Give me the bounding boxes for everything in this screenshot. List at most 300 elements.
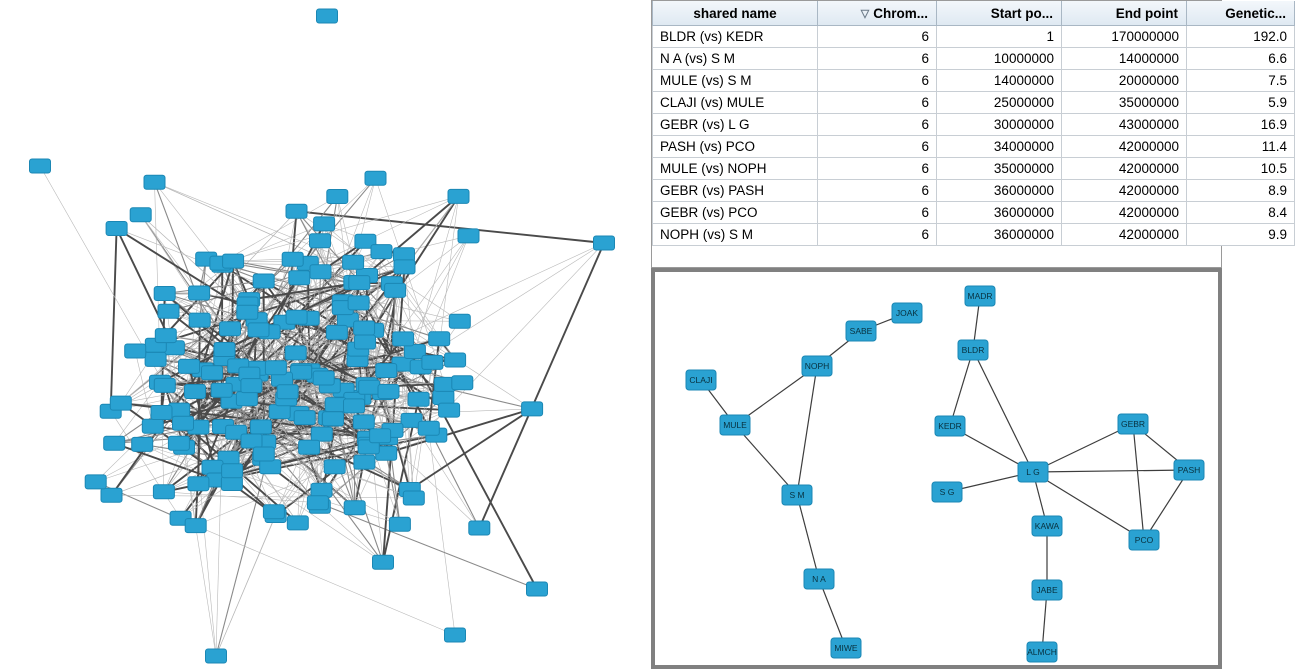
- main-network-node[interactable]: [132, 437, 153, 451]
- main-network-node[interactable]: [221, 477, 242, 491]
- main-network-node[interactable]: [206, 649, 227, 663]
- main-network-node[interactable]: [222, 464, 243, 478]
- node-shape[interactable]: [241, 434, 262, 448]
- main-network-node[interactable]: [253, 274, 274, 288]
- node-shape[interactable]: [371, 245, 392, 259]
- node-shape[interactable]: [145, 352, 166, 366]
- node-shape[interactable]: [151, 406, 172, 420]
- node-shape[interactable]: [393, 332, 414, 346]
- node-shape[interactable]: [101, 488, 122, 502]
- main-network-node[interactable]: [376, 364, 397, 378]
- node-shape[interactable]: [189, 286, 210, 300]
- cell-chromosome[interactable]: 6: [818, 48, 937, 70]
- main-network-node[interactable]: [151, 406, 172, 420]
- main-network-node[interactable]: [211, 383, 232, 397]
- table-row[interactable]: [653, 180, 1295, 202]
- main-network-node[interactable]: [253, 447, 274, 461]
- main-network-node[interactable]: [188, 477, 209, 491]
- node-shape[interactable]: [263, 505, 284, 519]
- main-network-edge[interactable]: [479, 243, 604, 528]
- main-network-nodes[interactable]: [30, 9, 615, 663]
- cell-start-point[interactable]: 30000000: [937, 114, 1062, 136]
- sub-network-node[interactable]: [1118, 414, 1148, 434]
- node-shape[interactable]: [202, 366, 223, 380]
- node-shape[interactable]: [179, 359, 200, 373]
- node-shape[interactable]: [287, 516, 308, 530]
- main-network-node[interactable]: [371, 245, 392, 259]
- node-shape[interactable]: [158, 304, 179, 318]
- main-network-node[interactable]: [287, 516, 308, 530]
- main-network-node[interactable]: [422, 355, 443, 369]
- main-network-node[interactable]: [291, 365, 312, 379]
- node-shape[interactable]: [344, 399, 365, 413]
- cell-start-point[interactable]: 36000000: [937, 180, 1062, 202]
- main-network-node[interactable]: [130, 208, 151, 222]
- main-network-node[interactable]: [343, 255, 364, 269]
- sub-network-node[interactable]: [932, 482, 962, 502]
- cell-chromosome[interactable]: 6: [818, 136, 937, 158]
- cell-shared-name[interactable]: BLDR (vs) KEDR: [653, 26, 818, 48]
- main-network-node[interactable]: [344, 399, 365, 413]
- main-network-node[interactable]: [313, 371, 334, 385]
- node-shape[interactable]: [394, 260, 415, 274]
- main-network-edge[interactable]: [429, 428, 480, 528]
- node-shape[interactable]: [344, 501, 365, 515]
- node-shape[interactable]: [327, 190, 348, 204]
- node-shape[interactable]: [153, 485, 174, 499]
- main-network-node[interactable]: [594, 236, 615, 250]
- node-shape[interactable]: [311, 427, 332, 441]
- main-network-node[interactable]: [299, 440, 320, 454]
- main-network-node[interactable]: [469, 521, 490, 535]
- main-network-node[interactable]: [403, 491, 424, 505]
- main-network-node[interactable]: [307, 496, 328, 510]
- main-network-node[interactable]: [153, 485, 174, 499]
- cell-genetic[interactable]: 6.6: [1187, 48, 1295, 70]
- node-shape[interactable]: [253, 447, 274, 461]
- node-shape[interactable]: [130, 208, 151, 222]
- node-shape[interactable]: [445, 628, 466, 642]
- main-network-node[interactable]: [85, 475, 106, 489]
- main-network-node[interactable]: [223, 254, 244, 268]
- table-row[interactable]: [653, 114, 1295, 136]
- cell-end-point[interactable]: 43000000: [1062, 114, 1187, 136]
- node-shape[interactable]: [378, 385, 399, 399]
- node-shape[interactable]: [310, 234, 331, 248]
- main-network-node[interactable]: [185, 519, 206, 533]
- main-network-node[interactable]: [378, 385, 399, 399]
- sub-network-node[interactable]: [1032, 580, 1062, 600]
- cell-start-point[interactable]: 10000000: [937, 48, 1062, 70]
- cell-chromosome[interactable]: 6: [818, 26, 937, 48]
- sub-network-edge[interactable]: [1133, 424, 1144, 540]
- sub-network-edge[interactable]: [1033, 470, 1189, 472]
- main-network-node[interactable]: [289, 271, 310, 285]
- column-header-chromosome[interactable]: [818, 1, 937, 26]
- cell-end-point[interactable]: 42000000: [1062, 224, 1187, 246]
- node-shape[interactable]: [370, 429, 391, 443]
- main-network-node[interactable]: [220, 322, 241, 336]
- main-network-node[interactable]: [250, 420, 271, 434]
- node-shape[interactable]: [343, 255, 364, 269]
- cell-end-point[interactable]: 14000000: [1062, 48, 1187, 70]
- cell-end-point[interactable]: 170000000: [1062, 26, 1187, 48]
- node-shape[interactable]: [260, 460, 281, 474]
- node-shape[interactable]: [433, 391, 454, 405]
- main-network-node[interactable]: [373, 555, 394, 569]
- sub-network-canvas[interactable]: [655, 272, 1218, 665]
- main-network-node[interactable]: [310, 265, 331, 279]
- main-network-node[interactable]: [355, 335, 376, 349]
- main-network-node[interactable]: [314, 217, 335, 231]
- sub-network-node[interactable]: [1027, 642, 1057, 662]
- main-network-node[interactable]: [311, 483, 332, 497]
- main-network-node[interactable]: [158, 304, 179, 318]
- main-network-node[interactable]: [236, 392, 257, 406]
- main-network-canvas[interactable]: [0, 0, 645, 669]
- node-shape[interactable]: [291, 365, 312, 379]
- node-shape[interactable]: [403, 491, 424, 505]
- cell-chromosome[interactable]: 6: [818, 92, 937, 114]
- node-shape[interactable]: [236, 392, 257, 406]
- cell-shared-name[interactable]: MULE (vs) S M: [653, 70, 818, 92]
- sub-network-edge[interactable]: [797, 366, 817, 495]
- node-shape[interactable]: [211, 383, 232, 397]
- cell-end-point[interactable]: 42000000: [1062, 180, 1187, 202]
- main-network-node[interactable]: [104, 436, 125, 450]
- node-shape[interactable]: [202, 460, 223, 474]
- sub-network-edge[interactable]: [797, 495, 819, 579]
- main-network-node[interactable]: [317, 9, 338, 23]
- cell-end-point[interactable]: 42000000: [1062, 202, 1187, 224]
- main-network-node[interactable]: [394, 260, 415, 274]
- sub-network-nodes[interactable]: [686, 286, 1204, 662]
- cell-start-point[interactable]: 36000000: [937, 202, 1062, 224]
- table-row[interactable]: [653, 202, 1295, 224]
- node-shape[interactable]: [527, 582, 548, 596]
- main-network-node[interactable]: [286, 204, 307, 218]
- main-network-node[interactable]: [326, 325, 347, 339]
- main-network-node[interactable]: [448, 189, 469, 203]
- main-network-node[interactable]: [154, 378, 175, 392]
- node-shape[interactable]: [348, 296, 369, 310]
- cell-genetic[interactable]: 5.9: [1187, 92, 1295, 114]
- node-shape[interactable]: [429, 332, 450, 346]
- node-shape[interactable]: [418, 421, 439, 435]
- node-shape[interactable]: [324, 460, 345, 474]
- cell-genetic[interactable]: 192.0: [1187, 26, 1295, 48]
- node-shape[interactable]: [30, 159, 51, 173]
- main-network-node[interactable]: [189, 286, 210, 300]
- cell-shared-name[interactable]: GEBR (vs) PCO: [653, 202, 818, 224]
- cell-chromosome[interactable]: 6: [818, 202, 937, 224]
- node-shape[interactable]: [307, 496, 328, 510]
- main-network-node[interactable]: [327, 190, 348, 204]
- node-shape[interactable]: [317, 9, 338, 23]
- cell-shared-name[interactable]: GEBR (vs) L G: [653, 114, 818, 136]
- main-network-node[interactable]: [202, 460, 223, 474]
- main-network-node[interactable]: [155, 329, 176, 343]
- node-shape[interactable]: [154, 287, 175, 301]
- cell-shared-name[interactable]: GEBR (vs) PASH: [653, 180, 818, 202]
- node-shape[interactable]: [223, 254, 244, 268]
- main-network-node[interactable]: [393, 332, 414, 346]
- main-network-node[interactable]: [237, 305, 258, 319]
- node-shape[interactable]: [206, 649, 227, 663]
- sub-network-node[interactable]: [892, 303, 922, 323]
- main-network-node[interactable]: [311, 427, 332, 441]
- main-network-node[interactable]: [30, 159, 51, 173]
- main-network-node[interactable]: [353, 415, 374, 429]
- main-network-edge[interactable]: [318, 503, 537, 589]
- node-shape[interactable]: [448, 189, 469, 203]
- cell-start-point[interactable]: 34000000: [937, 136, 1062, 158]
- sub-network-node[interactable]: [1032, 516, 1062, 536]
- node-shape[interactable]: [248, 323, 269, 337]
- node-shape[interactable]: [389, 517, 410, 531]
- main-network-node[interactable]: [173, 416, 194, 430]
- main-network-node[interactable]: [282, 252, 303, 266]
- cell-chromosome[interactable]: 6: [818, 180, 937, 202]
- main-network-node[interactable]: [263, 505, 284, 519]
- cell-chromosome[interactable]: 6: [818, 224, 937, 246]
- main-network-node[interactable]: [189, 313, 210, 327]
- sub-network-edge[interactable]: [973, 350, 1033, 472]
- node-shape[interactable]: [458, 229, 479, 243]
- cell-genetic[interactable]: 9.9: [1187, 224, 1295, 246]
- node-shape[interactable]: [289, 271, 310, 285]
- main-network-node[interactable]: [385, 283, 406, 297]
- node-shape[interactable]: [594, 236, 615, 250]
- node-shape[interactable]: [452, 376, 473, 390]
- cell-chromosome[interactable]: 6: [818, 158, 937, 180]
- main-network-node[interactable]: [110, 396, 131, 410]
- main-network-node[interactable]: [452, 376, 473, 390]
- cell-shared-name[interactable]: PASH (vs) PCO: [653, 136, 818, 158]
- main-network-node[interactable]: [241, 379, 262, 393]
- node-shape[interactable]: [439, 403, 460, 417]
- main-network-node[interactable]: [125, 344, 146, 358]
- node-shape[interactable]: [168, 436, 189, 450]
- main-network-node[interactable]: [144, 175, 165, 189]
- node-shape[interactable]: [222, 464, 243, 478]
- node-shape[interactable]: [104, 436, 125, 450]
- main-network-view[interactable]: [0, 0, 645, 669]
- node-shape[interactable]: [469, 521, 490, 535]
- main-network-node[interactable]: [522, 402, 543, 416]
- node-shape[interactable]: [286, 310, 307, 324]
- main-network-edge[interactable]: [196, 526, 455, 635]
- main-network-node[interactable]: [433, 391, 454, 405]
- node-shape[interactable]: [250, 420, 271, 434]
- main-network-node[interactable]: [418, 421, 439, 435]
- table-body[interactable]: [653, 26, 1295, 246]
- main-network-node[interactable]: [365, 171, 386, 185]
- main-network-node[interactable]: [269, 405, 290, 419]
- node-shape[interactable]: [154, 378, 175, 392]
- main-network-node[interactable]: [294, 411, 315, 425]
- cell-genetic[interactable]: 8.9: [1187, 180, 1295, 202]
- main-network-node[interactable]: [445, 628, 466, 642]
- sub-network-node[interactable]: [958, 340, 988, 360]
- cell-shared-name[interactable]: MULE (vs) NOPH: [653, 158, 818, 180]
- node-shape[interactable]: [144, 175, 165, 189]
- cell-shared-name[interactable]: N A (vs) S M: [653, 48, 818, 70]
- node-shape[interactable]: [311, 483, 332, 497]
- edge-attribute-table[interactable]: [652, 1, 1295, 246]
- node-shape[interactable]: [277, 385, 298, 399]
- column-header-shared-name[interactable]: [653, 1, 818, 26]
- main-network-node[interactable]: [185, 385, 206, 399]
- node-shape[interactable]: [408, 392, 429, 406]
- main-network-edge[interactable]: [141, 215, 199, 293]
- node-shape[interactable]: [365, 171, 386, 185]
- main-network-node[interactable]: [248, 323, 269, 337]
- node-shape[interactable]: [189, 313, 210, 327]
- node-shape[interactable]: [286, 204, 307, 218]
- node-shape[interactable]: [353, 415, 374, 429]
- node-shape[interactable]: [354, 321, 375, 335]
- cell-chromosome[interactable]: 6: [818, 114, 937, 136]
- node-shape[interactable]: [373, 555, 394, 569]
- main-network-node[interactable]: [260, 460, 281, 474]
- main-network-node[interactable]: [354, 455, 375, 469]
- cell-chromosome[interactable]: 6: [818, 70, 937, 92]
- cell-end-point[interactable]: 42000000: [1062, 136, 1187, 158]
- filter-icon[interactable]: ▽: [860, 8, 870, 21]
- table-row[interactable]: [653, 224, 1295, 246]
- column-header-start-point[interactable]: [937, 1, 1062, 26]
- main-network-node[interactable]: [214, 343, 235, 357]
- main-network-node[interactable]: [527, 582, 548, 596]
- node-shape[interactable]: [299, 440, 320, 454]
- main-network-node[interactable]: [344, 501, 365, 515]
- sub-network-node[interactable]: [935, 416, 965, 436]
- main-network-node[interactable]: [408, 392, 429, 406]
- cell-genetic[interactable]: 11.4: [1187, 136, 1295, 158]
- cell-genetic[interactable]: 7.5: [1187, 70, 1295, 92]
- table-row[interactable]: [653, 70, 1295, 92]
- main-network-node[interactable]: [106, 222, 127, 236]
- node-shape[interactable]: [142, 419, 163, 433]
- data-table-panel[interactable]: [651, 0, 1287, 268]
- main-network-node[interactable]: [354, 321, 375, 335]
- cell-start-point[interactable]: 1: [937, 26, 1062, 48]
- main-network-node[interactable]: [241, 434, 262, 448]
- main-network-node[interactable]: [389, 517, 410, 531]
- node-shape[interactable]: [110, 396, 131, 410]
- node-shape[interactable]: [310, 265, 331, 279]
- node-shape[interactable]: [376, 364, 397, 378]
- node-shape[interactable]: [132, 437, 153, 451]
- node-shape[interactable]: [326, 325, 347, 339]
- node-shape[interactable]: [253, 274, 274, 288]
- node-shape[interactable]: [155, 329, 176, 343]
- cell-end-point[interactable]: 35000000: [1062, 92, 1187, 114]
- sub-network-view[interactable]: [651, 268, 1222, 669]
- main-network-node[interactable]: [168, 436, 189, 450]
- sub-network-node[interactable]: [720, 415, 750, 435]
- cell-end-point[interactable]: 42000000: [1062, 158, 1187, 180]
- node-shape[interactable]: [445, 353, 466, 367]
- main-network-node[interactable]: [142, 419, 163, 433]
- sub-network-node[interactable]: [1174, 460, 1204, 480]
- node-shape[interactable]: [314, 217, 335, 231]
- node-shape[interactable]: [422, 355, 443, 369]
- node-shape[interactable]: [220, 322, 241, 336]
- cell-genetic[interactable]: 16.9: [1187, 114, 1295, 136]
- main-network-node[interactable]: [348, 296, 369, 310]
- node-shape[interactable]: [449, 314, 470, 328]
- node-shape[interactable]: [241, 379, 262, 393]
- main-network-node[interactable]: [310, 234, 331, 248]
- node-shape[interactable]: [282, 252, 303, 266]
- main-network-node[interactable]: [445, 353, 466, 367]
- cell-start-point[interactable]: 35000000: [937, 158, 1062, 180]
- main-network-node[interactable]: [286, 310, 307, 324]
- cell-genetic[interactable]: 10.5: [1187, 158, 1295, 180]
- sub-network-node[interactable]: [965, 286, 995, 306]
- node-shape[interactable]: [125, 344, 146, 358]
- cell-start-point[interactable]: 36000000: [937, 224, 1062, 246]
- main-network-node[interactable]: [449, 314, 470, 328]
- node-shape[interactable]: [285, 346, 306, 360]
- sub-network-node[interactable]: [1018, 462, 1048, 482]
- node-shape[interactable]: [359, 380, 380, 394]
- table-row[interactable]: [653, 26, 1295, 48]
- node-shape[interactable]: [265, 361, 286, 375]
- node-shape[interactable]: [385, 283, 406, 297]
- main-network-node[interactable]: [101, 488, 122, 502]
- node-shape[interactable]: [349, 276, 370, 290]
- cell-genetic[interactable]: 8.4: [1187, 202, 1295, 224]
- main-network-node[interactable]: [429, 332, 450, 346]
- column-header-genetic[interactable]: [1187, 1, 1295, 26]
- sub-network-node[interactable]: [831, 638, 861, 658]
- node-shape[interactable]: [85, 475, 106, 489]
- node-shape[interactable]: [185, 519, 206, 533]
- node-shape[interactable]: [188, 477, 209, 491]
- table-row[interactable]: [653, 92, 1295, 114]
- sub-network-node[interactable]: [782, 485, 812, 505]
- main-network-node[interactable]: [458, 229, 479, 243]
- column-header-end-point[interactable]: [1062, 1, 1187, 26]
- cell-start-point[interactable]: 14000000: [937, 70, 1062, 92]
- node-shape[interactable]: [106, 222, 127, 236]
- table-row[interactable]: [653, 136, 1295, 158]
- sub-network-node[interactable]: [804, 569, 834, 589]
- main-network-node[interactable]: [439, 403, 460, 417]
- cell-end-point[interactable]: 20000000: [1062, 70, 1187, 92]
- sub-network-node[interactable]: [846, 321, 876, 341]
- main-network-node[interactable]: [154, 287, 175, 301]
- node-shape[interactable]: [294, 411, 315, 425]
- main-network-node[interactable]: [349, 276, 370, 290]
- sub-network-node[interactable]: [686, 370, 716, 390]
- node-shape[interactable]: [313, 371, 334, 385]
- main-network-node[interactable]: [265, 361, 286, 375]
- node-shape[interactable]: [221, 477, 242, 491]
- main-network-node[interactable]: [359, 380, 380, 394]
- main-network-node[interactable]: [285, 346, 306, 360]
- node-shape[interactable]: [355, 335, 376, 349]
- cell-shared-name[interactable]: CLAJI (vs) MULE: [653, 92, 818, 114]
- node-shape[interactable]: [185, 385, 206, 399]
- node-shape[interactable]: [354, 455, 375, 469]
- main-network-node[interactable]: [370, 429, 391, 443]
- sub-network-node[interactable]: [802, 356, 832, 376]
- sub-network-edge[interactable]: [950, 350, 973, 426]
